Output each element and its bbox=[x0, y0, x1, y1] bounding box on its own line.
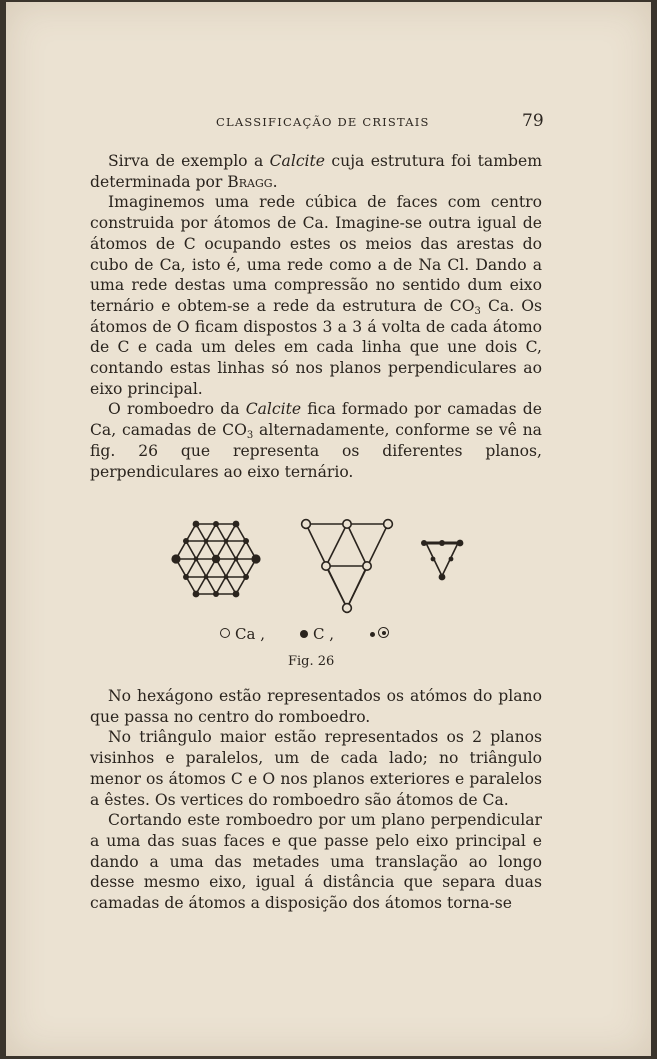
paragraph: Sirva de exemplo a Calcite cuja estrutura foi tambem determinada por Bragg. bbox=[90, 152, 542, 191]
figure-caption: Fig. 26 bbox=[288, 654, 335, 669]
paragraph: O romboedro da Calcite fica formado por camadas de Ca, camadas de $CO_3$ alternadamente, conforme se vê na fig. 26 que representa os diferentes planos, perpendiculares ao eixo ternário. bbox=[90, 400, 542, 481]
legend-ca: Ca , bbox=[220, 625, 265, 643]
text-block-bottom bbox=[90, 686, 542, 914]
ring-dot-icon bbox=[378, 627, 389, 638]
filled-circle-icon bbox=[300, 630, 308, 638]
legend-o bbox=[370, 625, 389, 643]
legend-c: C , bbox=[300, 625, 334, 643]
large-triangle-plane bbox=[306, 524, 388, 608]
open-circle-icon bbox=[220, 628, 230, 638]
running-title: CLASSIFICAÇÃO DE CRISTAIS bbox=[216, 115, 430, 129]
text-block-top bbox=[90, 151, 542, 482]
page-header bbox=[0, 111, 657, 137]
crystal-planes-diagram bbox=[160, 510, 480, 620]
paragraph: No hexágono estão representados os atómos do plano que passa no centro do romboedro. bbox=[90, 687, 542, 726]
small-triangle-plane bbox=[421, 540, 463, 581]
small-dot-icon bbox=[370, 632, 375, 637]
paragraph: No triângulo maior estão representados os 2 planos visinhos e paralelos, um de cada lado; no triângulo menor os átomos C e O nos planos exteriores e paralelos a êstes. Os vertices do romboedro são átomos de Ca. bbox=[90, 728, 542, 809]
figure-legend bbox=[220, 625, 420, 649]
paragraph: Imaginemos uma rede cúbica de faces com centro construida por átomos de Ca. Imagine-se outra igual de átomos de C ocupando estes os meios das arestas do cubo de Ca, isto é, uma rede como a de Na Cl. Dando a uma rede destas uma compressão no sentido dum eixo ternário e obtem-se a rede da estrutura de $CO_3$ Ca. Os átomos de O ficam dispostos 3 a 3 á volta de cada átomo de C e cada um deles em cada linha que une dois C, contando estas linhas só nos planos perpendiculares ao eixo principal. bbox=[90, 193, 543, 398]
paragraph: Cortando este romboedro por um plano perpendicular a uma das suas faces e que passe pelo eixo principal e dando a uma das metades uma translação ao longo desse mesmo eixo, igual á distância que separa duas camadas de átomos a disposição dos átomos torna-se bbox=[90, 811, 542, 913]
figure-26 bbox=[160, 510, 480, 680]
page-number: 79 bbox=[522, 111, 544, 131]
